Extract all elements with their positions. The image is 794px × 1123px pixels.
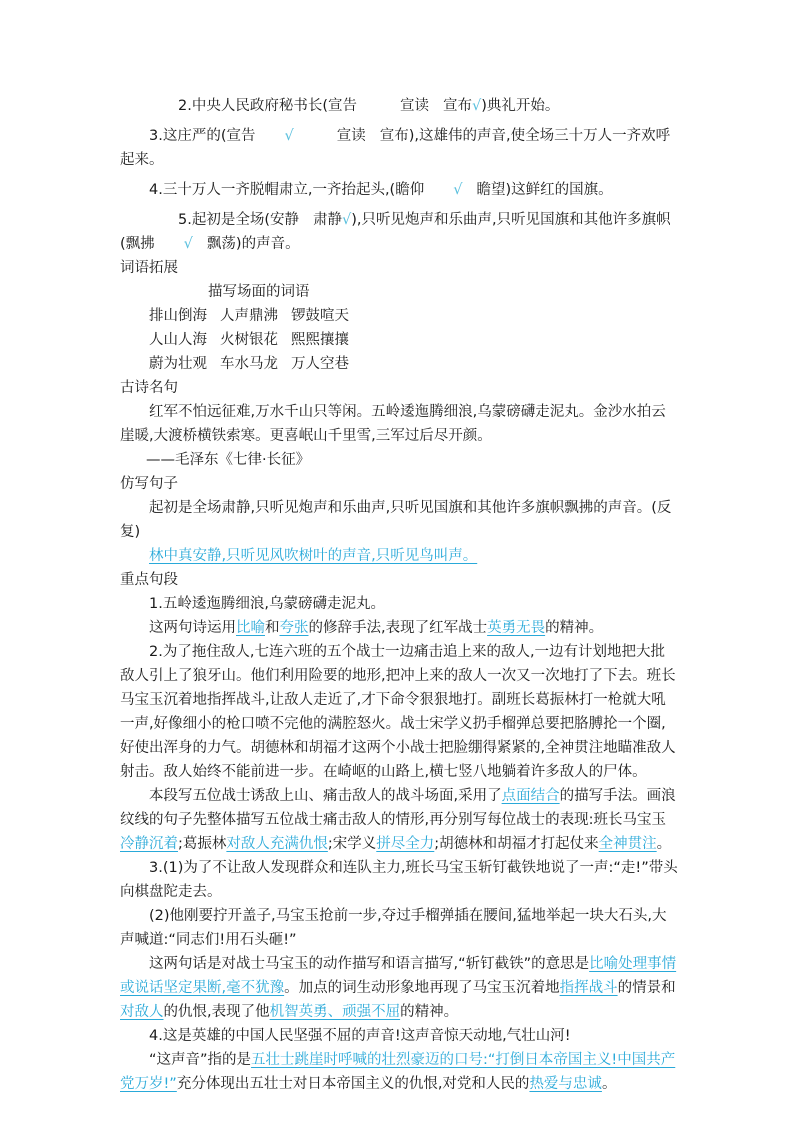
answer-blank: 机智英勇、顽强不屈 xyxy=(269,1004,401,1020)
answer-blank: 全神贯注 xyxy=(598,836,657,852)
key-4-analysis xyxy=(120,1048,678,1096)
section-heading-imitate: 仿写句子 xyxy=(120,476,178,492)
word-item: 锣鼓喧天 xyxy=(291,308,349,324)
q5-text-b: 肃静 xyxy=(313,212,342,228)
check-mark-icon: √ xyxy=(284,128,294,144)
question-4 xyxy=(120,178,678,202)
answer-blank: 指挥战斗 xyxy=(559,980,618,996)
key-2-analysis xyxy=(120,784,678,856)
k2-text: ;胡德林和胡福才打起仗来 xyxy=(434,836,599,852)
q5-text-c: ),只听见炮声和乐曲声,只听见国旗和其他许多旗帜(飘拂 xyxy=(120,212,671,252)
imitate-sentence: 起初是全场肃静,只听见炮声和乐曲声,只听见国旗和其他许多旗帜飘拂的声音。(反复) xyxy=(120,500,672,540)
k3-text: 的仇恨,表现了他 xyxy=(163,1004,270,1020)
q2-text-c: 宣布 xyxy=(443,98,472,114)
section-heading-words: 词语拓展 xyxy=(120,260,178,276)
words-row xyxy=(120,304,678,328)
poem-text: 红军不怕远征难,万水千山只等闲。五岭逶迤腾细浪,乌蒙磅礴走泥丸。金沙水拍云崖暖,大渡桥横铁索寒。更喜岷山千里雪,三军过后尽开颜。 xyxy=(120,404,666,444)
imitate-answer-text: 林中真安静,只听见风吹树叶的声音,只听见鸟叫声。 xyxy=(149,548,478,564)
imitate-answer xyxy=(120,544,678,568)
k4-text: 。 xyxy=(601,1076,617,1092)
answer-blank: 比喻处理事情或说话坚定果断,毫不犹豫 xyxy=(120,956,677,996)
k2-text: ;宋学义 xyxy=(327,836,377,852)
document-content xyxy=(120,94,678,1096)
answer-blank: 英勇无畏 xyxy=(487,620,546,636)
word-item: 火树银花 xyxy=(220,332,278,348)
k2-text: 的描写手法。画浪纹线的句子先整体描写五位战士痛击敌人的情形,再分别写每位战士的表现:班长马宝玉 xyxy=(120,788,676,828)
k3-text: 这两句话是对战士马宝玉的动作描写和语言描写,“斩钉截铁”的意思是 xyxy=(149,956,590,972)
question-3 xyxy=(120,124,678,172)
q2-text-d: )典礼开始。 xyxy=(481,98,560,114)
k4-text: “这声音”指的是 xyxy=(149,1052,252,1068)
check-mark-icon: √ xyxy=(342,212,352,228)
section-heading-key: 重点句段 xyxy=(120,572,178,588)
k4-text: 充分体现出五壮士对日本帝国主义的仇恨,对党和人民的 xyxy=(176,1076,530,1092)
word-item: 蔚为壮观 xyxy=(149,356,207,372)
word-item: 熙熙攘攘 xyxy=(291,332,349,348)
answer-blank: 对敌人充满仇恨 xyxy=(226,836,328,852)
key-2-quote: 2.为了拖住敌人,七连六班的五个战士一边痛击追上来的敌人,一边有计划地把大批敌人引上了狼牙山。他们利用险要的地形,把冲上来的敌人一次又一次地打了下去。班长马宝玉沉着地指挥战斗,让敌人走近了,才下命令狠狠地打。副班长葛振林打一枪就大吼一声,好像细小的枪口喷不完他的满腔怒火。战士宋学义扔手榴弹总要把胳膊抡一个圈,好使出浑身的力气。胡德林和胡福才这两个小战士把脸绷得紧紧的,全神贯注地瞄准敌人射击。敌人始终不能前进一步。在崎岖的山路上,横七竖八地躺着许多敌人的尸体。 xyxy=(120,644,676,780)
k1-text: 这两句诗运用 xyxy=(149,620,236,636)
word-item: 万人空巷 xyxy=(291,356,349,372)
key-1-analysis xyxy=(120,616,678,640)
k3-text: 的精神。 xyxy=(400,1004,459,1020)
q4-text-b: 瞻望)这鲜红的国旗。 xyxy=(476,182,613,198)
answer-blank: 热爱与忠诚 xyxy=(529,1076,602,1092)
poem-paragraph xyxy=(120,400,678,472)
q3-text-a: 3.这庄严的(宣告 xyxy=(149,128,256,144)
check-mark-icon: √ xyxy=(472,98,482,114)
answer-blank: 五壮士跳崖时呼喊的壮烈豪迈的口号:“打倒日本帝国主义!中国共产党万岁!” xyxy=(120,1052,676,1092)
key-3-quote-2: (2)他刚要拧开盖子,马宝玉抢前一步,夺过手榴弹插在腰间,猛地举起一块大石头,大声喊道:“同志们!用石头砸!” xyxy=(120,908,667,948)
k3-text: 的情景和 xyxy=(617,980,676,996)
answer-blank: 比喻 xyxy=(236,620,265,636)
q5-text-a: 5.起初是全场(安静 xyxy=(178,212,299,228)
words-row xyxy=(120,328,678,352)
check-mark-icon: √ xyxy=(453,182,463,198)
poem-source: ——毛泽东《七律·长征》 xyxy=(146,452,311,468)
q5-text-d: 飘荡)的声音。 xyxy=(206,236,300,252)
key-3-quote-1: 3.(1)为了不让敌人发现群众和连队主力,班长马宝玉斩钉截铁地说了一声:“走!”带头向棋盘陀走去。 xyxy=(120,860,678,900)
question-2 xyxy=(120,94,678,118)
q3-text-b: 宣读 xyxy=(336,128,366,144)
k2-text: 。 xyxy=(656,836,672,852)
k1-text: 和 xyxy=(265,620,280,636)
q3-text-c: 宣布),这雄伟的声音,使全场三十万人一齐欢呼起来。 xyxy=(120,128,671,168)
k3-text: 。加点的词生动形象地再现了马宝玉沉着地 xyxy=(284,980,560,996)
k1-text: 的精神。 xyxy=(545,620,604,636)
key-1-quote: 1.五岭逶迤腾细浪,乌蒙磅礴走泥丸。 xyxy=(149,596,385,612)
question-5 xyxy=(120,208,678,256)
key-4-quote: 4.这是英雄的中国人民坚强不屈的声音!这声音惊天动地,气壮山河! xyxy=(149,1028,571,1044)
answer-blank: 拼尽全力 xyxy=(376,836,435,852)
answer-blank: 对敌人 xyxy=(120,1004,164,1020)
check-mark-icon: √ xyxy=(183,236,193,252)
section-heading-poem: 古诗名句 xyxy=(120,380,178,396)
words-row xyxy=(120,352,678,376)
words-list xyxy=(120,304,678,376)
k2-text: 本段写五位战士诱敌上山、痛击敌人的战斗场面,采用了 xyxy=(149,788,502,804)
q4-text-a: 4.三十万人一齐脱帽肃立,一齐抬起头,(瞻仰 xyxy=(149,182,425,198)
answer-blank: 点面结合 xyxy=(501,788,560,804)
words-title: 描写场面的词语 xyxy=(208,284,310,300)
q2-text-a: 2.中央人民政府秘书长(宣告 xyxy=(178,98,357,114)
word-item: 车水马龙 xyxy=(220,356,278,372)
key-3-analysis xyxy=(120,952,678,1024)
word-item: 人声鼎沸 xyxy=(220,308,278,324)
word-item: 排山倒海 xyxy=(149,308,207,324)
q2-text-b: 宣读 xyxy=(400,98,429,114)
answer-blank: 冷静沉着 xyxy=(120,836,178,852)
k1-text: 的修辞手法,表现了红军战士 xyxy=(308,620,488,636)
word-item: 人山人海 xyxy=(149,332,207,348)
answer-blank: 夸张 xyxy=(279,620,309,636)
k2-text: ;葛振林 xyxy=(178,836,227,852)
